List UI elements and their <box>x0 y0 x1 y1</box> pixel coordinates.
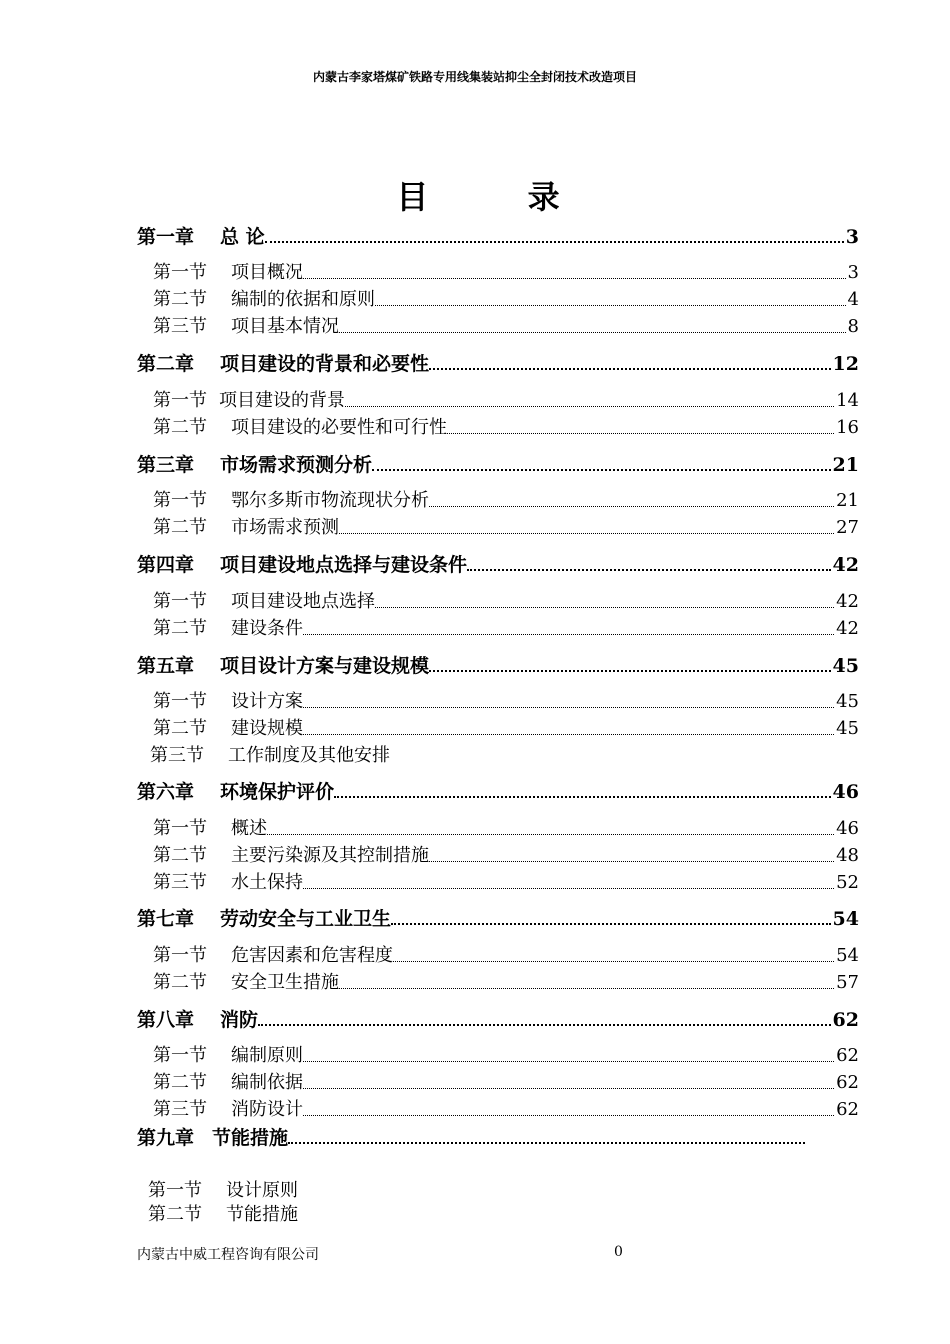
dot-leader <box>303 620 834 635</box>
page-number: 62 <box>836 1045 859 1066</box>
dot-leader <box>288 1128 805 1144</box>
dot-leader <box>303 874 834 889</box>
page-number: 54 <box>836 945 859 966</box>
toc-section[interactable] <box>153 285 859 311</box>
page-number: 57 <box>836 972 859 993</box>
toc-chapter-1[interactable] <box>137 222 859 248</box>
dot-leader <box>429 847 834 862</box>
page-number: 46 <box>836 818 859 839</box>
toc-chapter-2[interactable] <box>137 349 859 375</box>
page-number: 27 <box>836 517 859 538</box>
chapter-title: 项目设计方案与建设规模 <box>220 655 430 677</box>
section-title: 安全卫生措施 <box>231 972 339 993</box>
chapter-label: 第八章 <box>137 1009 195 1031</box>
page-number: 3 <box>847 262 859 283</box>
section-label: 第三节 <box>153 1099 207 1120</box>
dot-leader <box>372 455 831 471</box>
dot-leader <box>303 1101 834 1116</box>
page-number: 42 <box>836 591 859 612</box>
chapter-title: 项目建设的背景和必要性 <box>220 353 430 375</box>
section-label: 第二节 <box>153 718 207 739</box>
dot-leader <box>267 820 834 835</box>
dot-leader <box>345 392 834 407</box>
toc-section[interactable] <box>153 1068 859 1094</box>
toc-section[interactable] <box>148 1200 854 1226</box>
toc-section[interactable] <box>153 941 859 967</box>
dot-leader <box>258 1010 831 1026</box>
chapter-title: 项目建设地点选择与建设条件 <box>220 554 468 576</box>
section-label: 第二节 <box>153 618 207 639</box>
section-title: 节能措施 <box>226 1204 298 1225</box>
page-number: 16 <box>836 417 859 438</box>
dot-leader <box>393 947 834 962</box>
running-header: 内蒙古李家塔煤矿铁路专用线集装站抑尘全封闭技术改造项目 <box>312 70 637 84</box>
section-title: 市场需求预测 <box>231 517 339 538</box>
section-title: 项目概况 <box>231 262 303 283</box>
dot-leader <box>429 656 831 672</box>
dot-leader <box>303 1074 834 1089</box>
chapter-label: 第七章 <box>137 908 195 930</box>
dot-leader <box>339 519 834 534</box>
section-label: 第二节 <box>153 289 207 310</box>
page-number: 45 <box>832 655 859 677</box>
page-number: 52 <box>836 872 859 893</box>
section-title: 工作制度及其他安排 <box>228 745 390 766</box>
toc-section[interactable] <box>150 741 856 767</box>
page-number: 4 <box>847 289 859 310</box>
section-title: 建设条件 <box>231 618 303 639</box>
page-number: 42 <box>836 618 859 639</box>
page-number: 21 <box>832 454 859 476</box>
chapter-title: 劳动安全与工业卫生 <box>220 908 392 930</box>
toc-chapter-7[interactable] <box>137 904 859 930</box>
section-title: 项目基本情况 <box>231 316 339 337</box>
dot-leader <box>391 909 831 925</box>
chapter-label: 第三章 <box>137 454 195 476</box>
section-label: 第三节 <box>150 745 204 766</box>
toc-section[interactable] <box>153 258 859 284</box>
section-label: 第一节 <box>148 1180 202 1201</box>
toc-section[interactable] <box>153 513 859 539</box>
section-title: 概述 <box>231 818 267 839</box>
section-label: 第二节 <box>148 1204 202 1225</box>
section-label: 第一节 <box>153 490 207 511</box>
page-number: 8 <box>847 316 859 337</box>
page-number: 62 <box>836 1099 859 1120</box>
toc-chapter-3[interactable] <box>137 450 859 476</box>
toc-section[interactable] <box>153 386 859 412</box>
page-number: 45 <box>836 691 859 712</box>
page-number: 21 <box>836 490 859 511</box>
toc-chapter-8[interactable] <box>137 1005 859 1031</box>
dot-leader <box>375 593 834 608</box>
section-title: 水土保持 <box>231 872 303 893</box>
toc-section[interactable] <box>153 486 859 512</box>
chapter-label: 第五章 <box>137 655 195 677</box>
toc-section[interactable] <box>153 413 859 439</box>
page-number: 54 <box>832 908 859 930</box>
toc-chapter-4[interactable] <box>137 550 859 576</box>
toc-section[interactable] <box>153 1095 859 1121</box>
chapter-label: 第九章 <box>137 1127 195 1149</box>
section-label: 第三节 <box>153 872 207 893</box>
section-label: 第一节 <box>153 691 207 712</box>
toc-title: 目 录 <box>396 178 604 216</box>
page-number: 14 <box>836 390 859 411</box>
section-label: 第一节 <box>153 390 207 411</box>
chapter-title: 节能措施 <box>212 1127 289 1149</box>
section-label: 第一节 <box>153 945 207 966</box>
section-title: 编制依据 <box>231 1072 303 1093</box>
toc-section[interactable] <box>153 868 859 894</box>
chapter-title: 环境保护评价 <box>220 781 335 803</box>
page-number: 46 <box>832 781 859 803</box>
toc-section[interactable] <box>148 1176 854 1202</box>
section-title: 建设规模 <box>231 718 303 739</box>
dot-leader <box>447 419 834 434</box>
page-number: 3 <box>845 226 859 248</box>
section-label: 第三节 <box>153 316 207 337</box>
toc-section[interactable] <box>153 814 859 840</box>
section-title: 主要污染源及其控制措施 <box>231 845 429 866</box>
toc-section[interactable] <box>153 841 859 867</box>
section-title: 设计原则 <box>226 1180 298 1201</box>
section-label: 第一节 <box>153 1045 207 1066</box>
section-label: 第二节 <box>153 845 207 866</box>
dot-leader <box>339 318 846 333</box>
toc-section[interactable] <box>153 968 859 994</box>
section-title: 消防设计 <box>231 1099 303 1120</box>
toc-section[interactable] <box>153 312 859 338</box>
dot-leader <box>429 492 834 507</box>
page-number: 42 <box>832 554 859 576</box>
dot-leader <box>467 555 831 571</box>
dot-leader <box>303 693 834 708</box>
page-number: 45 <box>836 718 859 739</box>
dot-leader <box>303 1047 834 1062</box>
toc-chapter-9[interactable] <box>137 1123 805 1149</box>
dot-leader <box>429 354 831 370</box>
section-title: 危害因素和危害程度 <box>231 945 393 966</box>
dot-leader <box>375 291 846 306</box>
section-label: 第一节 <box>153 262 207 283</box>
toc-section[interactable] <box>153 1041 859 1067</box>
dot-leader <box>334 782 831 798</box>
section-label: 第二节 <box>153 972 207 993</box>
section-title: 项目建设的背景 <box>219 390 345 411</box>
section-label: 第一节 <box>153 818 207 839</box>
chapter-label: 第二章 <box>137 353 195 375</box>
section-title: 鄂尔多斯市物流现状分析 <box>231 490 429 511</box>
section-title: 设计方案 <box>231 691 303 712</box>
footer-page-number: 0 <box>614 1244 623 1260</box>
toc-chapter-5[interactable] <box>137 651 859 677</box>
toc-section[interactable] <box>153 614 859 640</box>
dot-leader <box>265 227 844 243</box>
dot-leader <box>303 264 846 279</box>
section-label: 第二节 <box>153 1072 207 1093</box>
toc-section[interactable] <box>153 714 859 740</box>
page-number: 48 <box>836 845 859 866</box>
section-label: 第二节 <box>153 417 207 438</box>
dot-leader <box>339 974 834 989</box>
section-title: 项目建设地点选择 <box>231 591 375 612</box>
chapter-label: 第一章 <box>137 226 195 248</box>
chapter-title: 消防 <box>220 1009 259 1031</box>
toc-section[interactable] <box>153 587 859 613</box>
section-title: 项目建设的必要性和可行性 <box>231 417 447 438</box>
toc-chapter-6[interactable] <box>137 777 859 803</box>
chapter-title: 市场需求预测分析 <box>220 454 373 476</box>
page-number: 62 <box>836 1072 859 1093</box>
chapter-title: 总 论 <box>220 226 265 248</box>
dot-leader <box>303 720 834 735</box>
footer-company: 内蒙古中威工程咨询有限公司 <box>137 1247 319 1263</box>
section-label: 第二节 <box>153 517 207 538</box>
toc-section[interactable] <box>153 687 859 713</box>
page-number: 62 <box>832 1009 859 1031</box>
section-title: 编制原则 <box>231 1045 303 1066</box>
page-number: 12 <box>832 353 859 375</box>
section-title: 编制的依据和原则 <box>231 289 375 310</box>
chapter-label: 第四章 <box>137 554 195 576</box>
chapter-label: 第六章 <box>137 781 195 803</box>
section-label: 第一节 <box>153 591 207 612</box>
